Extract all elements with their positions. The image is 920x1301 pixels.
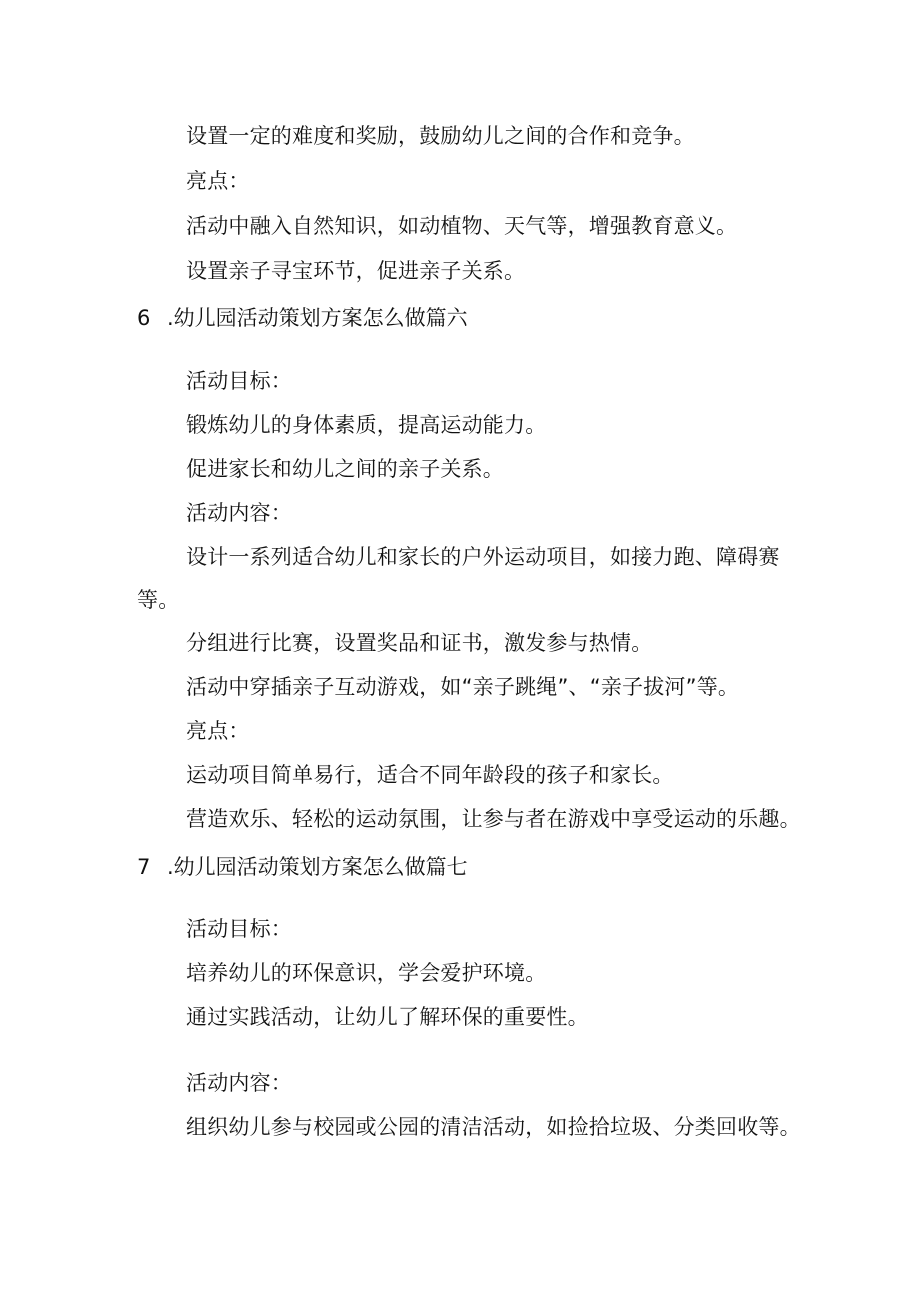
section-title: .幼儿园活动策划方案怎么做篇七 [167, 855, 468, 879]
section-heading [137, 304, 468, 332]
paragraph: 促进家长和幼儿之间的亲子关系。 [186, 457, 504, 481]
paragraph: 组织幼儿参与校园或公园的清洁活动，如捡拾垃圾、分类回收等。 [186, 1115, 801, 1139]
section-number: 6 [137, 306, 151, 330]
section-number: 7 [137, 855, 151, 879]
paragraph: 培养幼儿的环保意识，学会爱护环境。 [186, 961, 547, 985]
paragraph: 活动中融入自然知识，如动植物、天气等，增强教育意义。 [186, 214, 738, 238]
paragraph: 分组进行比赛，设置奖品和证书，激发参与热情。 [186, 631, 653, 655]
paragraph: 营造欢乐、轻松的运动氛围，让参与者在游戏中享受运动的乐趣。 [186, 807, 801, 831]
section-heading [137, 853, 468, 881]
paragraph: 活动中穿插亲子互动游戏，如“亲子跳绳”、“亲子拔河”等。 [186, 675, 740, 699]
goal-label: 活动目标： [186, 369, 292, 393]
highlights-label: 亮点： [186, 719, 250, 743]
paragraph: 设置一定的难度和奖励，鼓励幼儿之间的合作和竞争。 [186, 124, 695, 148]
goal-label: 活动目标： [186, 917, 292, 941]
paragraph: 通过实践活动，让幼儿了解环保的重要性。 [186, 1005, 589, 1029]
paragraph: 运动项目简单易行，适合不同年龄段的孩子和家长。 [186, 763, 674, 787]
paragraph-continuation: 等。 [137, 588, 180, 612]
paragraph: 设置亲子寻宝环节，促进亲子关系。 [186, 259, 526, 283]
paragraph: 设计一系列适合幼儿和家长的户外运动项目，如接力跑、障碍赛 [186, 545, 780, 569]
paragraph: 锻炼幼儿的身体素质，提高运动能力。 [186, 413, 547, 437]
content-label: 活动内容： [186, 501, 292, 525]
section-title: .幼儿园活动策划方案怎么做篇六 [167, 306, 468, 330]
content-label: 活动内容： [186, 1071, 292, 1095]
highlights-label: 亮点： [186, 169, 250, 193]
